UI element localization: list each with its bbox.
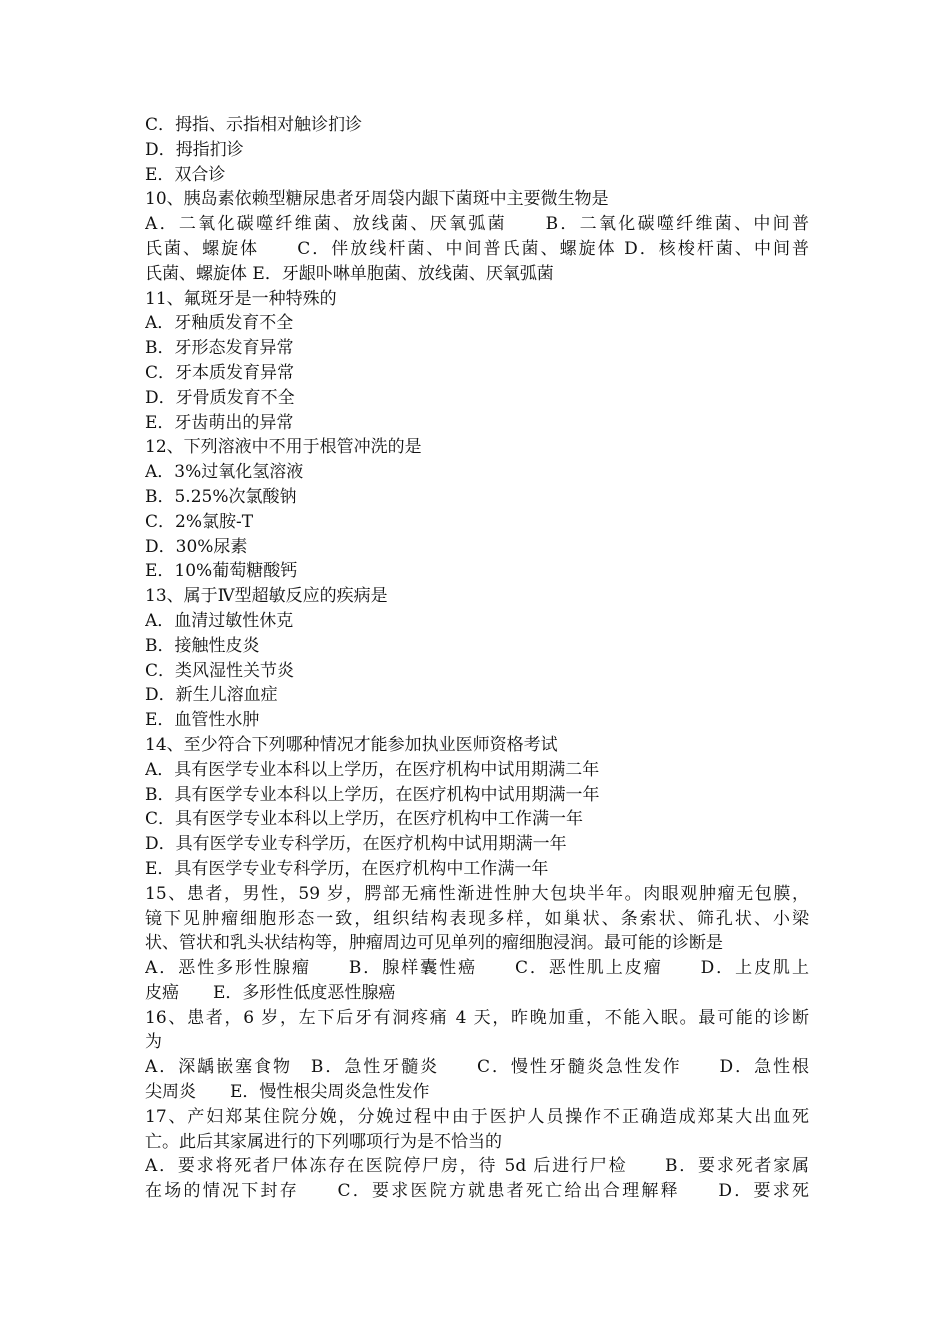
text-line: D．牙骨质发育不全	[145, 387, 295, 408]
text-line: 状、管状和乳头状结构等，肿瘤周边可见单列的瘤细胞浸润。最可能的诊断是	[145, 933, 723, 954]
text-line: B．牙形态发育异常	[145, 338, 294, 359]
text-line: 在场的情况下封存 C．要求医院方就患者死亡给出合理解释 D．要求死	[145, 1181, 809, 1202]
text-line: D．拇指扪诊	[145, 139, 244, 160]
text-line: A．3%过氧化氢溶液	[145, 462, 304, 483]
text-line: E．双合诊	[145, 164, 226, 185]
text-line: 为	[145, 1032, 162, 1053]
text-line: 尖周炎 E．慢性根尖周炎急性发作	[145, 1082, 430, 1103]
text-line: 14、至少符合下列哪种情况才能参加执业医师资格考试	[145, 734, 558, 755]
text-line: 氏菌、螺旋体 C．伴放线杆菌、中间普氏菌、螺旋体 D．核梭杆菌、中间普	[145, 238, 809, 259]
text-line: A．牙釉质发育不全	[145, 313, 294, 334]
text-line: A．血清过敏性休克	[145, 610, 294, 631]
text-line: A．二氧化碳噬纤维菌、放线菌、厌氧弧菌 B．二氧化碳噬纤维菌、中间普	[145, 214, 809, 235]
text-line: 17、产妇郑某住院分娩，分娩过程中由于医护人员操作不正确造成郑某大出血死	[145, 1106, 809, 1127]
text-line: B．接触性皮炎	[145, 635, 260, 656]
text-line: E．血管性水肿	[145, 710, 260, 731]
text-line: D．新生儿溶血症	[145, 685, 278, 706]
text-line: A．深龋嵌塞食物 B．急性牙髓炎 C．慢性牙髓炎急性发作 D．急性根	[145, 1057, 809, 1078]
text-line: A．具有医学专业本科以上学历，在医疗机构中试用期满二年	[145, 759, 600, 780]
text-line: C．类风湿性关节炎	[145, 660, 295, 681]
text-line: 15、患者，男性，59 岁，腭部无痛性渐进性肿大包块半年。肉眼观肿瘤无包膜，	[145, 883, 809, 904]
text-line: 16、患者，6 岁，左下后牙有洞疼痛 4 天，昨晚加重，不能入眠。最可能的诊断	[145, 1007, 809, 1028]
text-line: C．2%氯胺-T	[145, 511, 254, 532]
text-line: A．要求将死者尸体冻存在医院停尸房，待 5d 后进行尸检 B．要求死者家属	[145, 1156, 809, 1177]
text-line: E．具有医学专业专科学历，在医疗机构中工作满一年	[145, 858, 549, 879]
text-line: 氏菌、螺旋体 E．牙龈卟啉单胞菌、放线菌、厌氧弧菌	[145, 263, 554, 284]
text-line: B．具有医学专业本科以上学历，在医疗机构中试用期满一年	[145, 784, 600, 805]
text-line: A．恶性多形性腺瘤 B．腺样囊性癌 C．恶性肌上皮瘤 D．上皮肌上	[145, 958, 809, 979]
text-line: B．5.25%次氯酸钠	[145, 486, 297, 507]
text-line: 皮癌 E．多形性低度恶性腺癌	[145, 982, 396, 1003]
document-body	[145, 113, 809, 1204]
text-line: E．10%葡萄糖酸钙	[145, 561, 298, 582]
text-line: 10、胰岛素依赖型糖尿患者牙周袋内龈下菌斑中主要微生物是	[145, 189, 609, 210]
text-line: 镜下见肿瘤细胞形态一致，组织结构表现多样，如巢状、条索状、筛孔状、小梁	[145, 908, 809, 929]
text-line: E．牙齿萌出的异常	[145, 412, 294, 433]
text-line: 12、下列溶液中不用于根管冲洗的是	[145, 437, 422, 458]
text-line: 亡。此后其家属进行的下列哪项行为是不恰当的	[145, 1131, 502, 1152]
text-line: C．牙本质发育异常	[145, 362, 295, 383]
text-line: 13、属于Ⅳ型超敏反应的疾病是	[145, 586, 388, 607]
text-line: 11、氟斑牙是一种特殊的	[145, 288, 337, 309]
text-line: D．具有医学专业专科学历，在医疗机构中试用期满一年	[145, 834, 567, 855]
text-line: D．30%尿素	[145, 536, 248, 557]
text-line: C．拇指、示指相对触诊扪诊	[145, 115, 363, 135]
text-line: C．具有医学专业本科以上学历，在医疗机构中工作满一年	[145, 809, 584, 830]
